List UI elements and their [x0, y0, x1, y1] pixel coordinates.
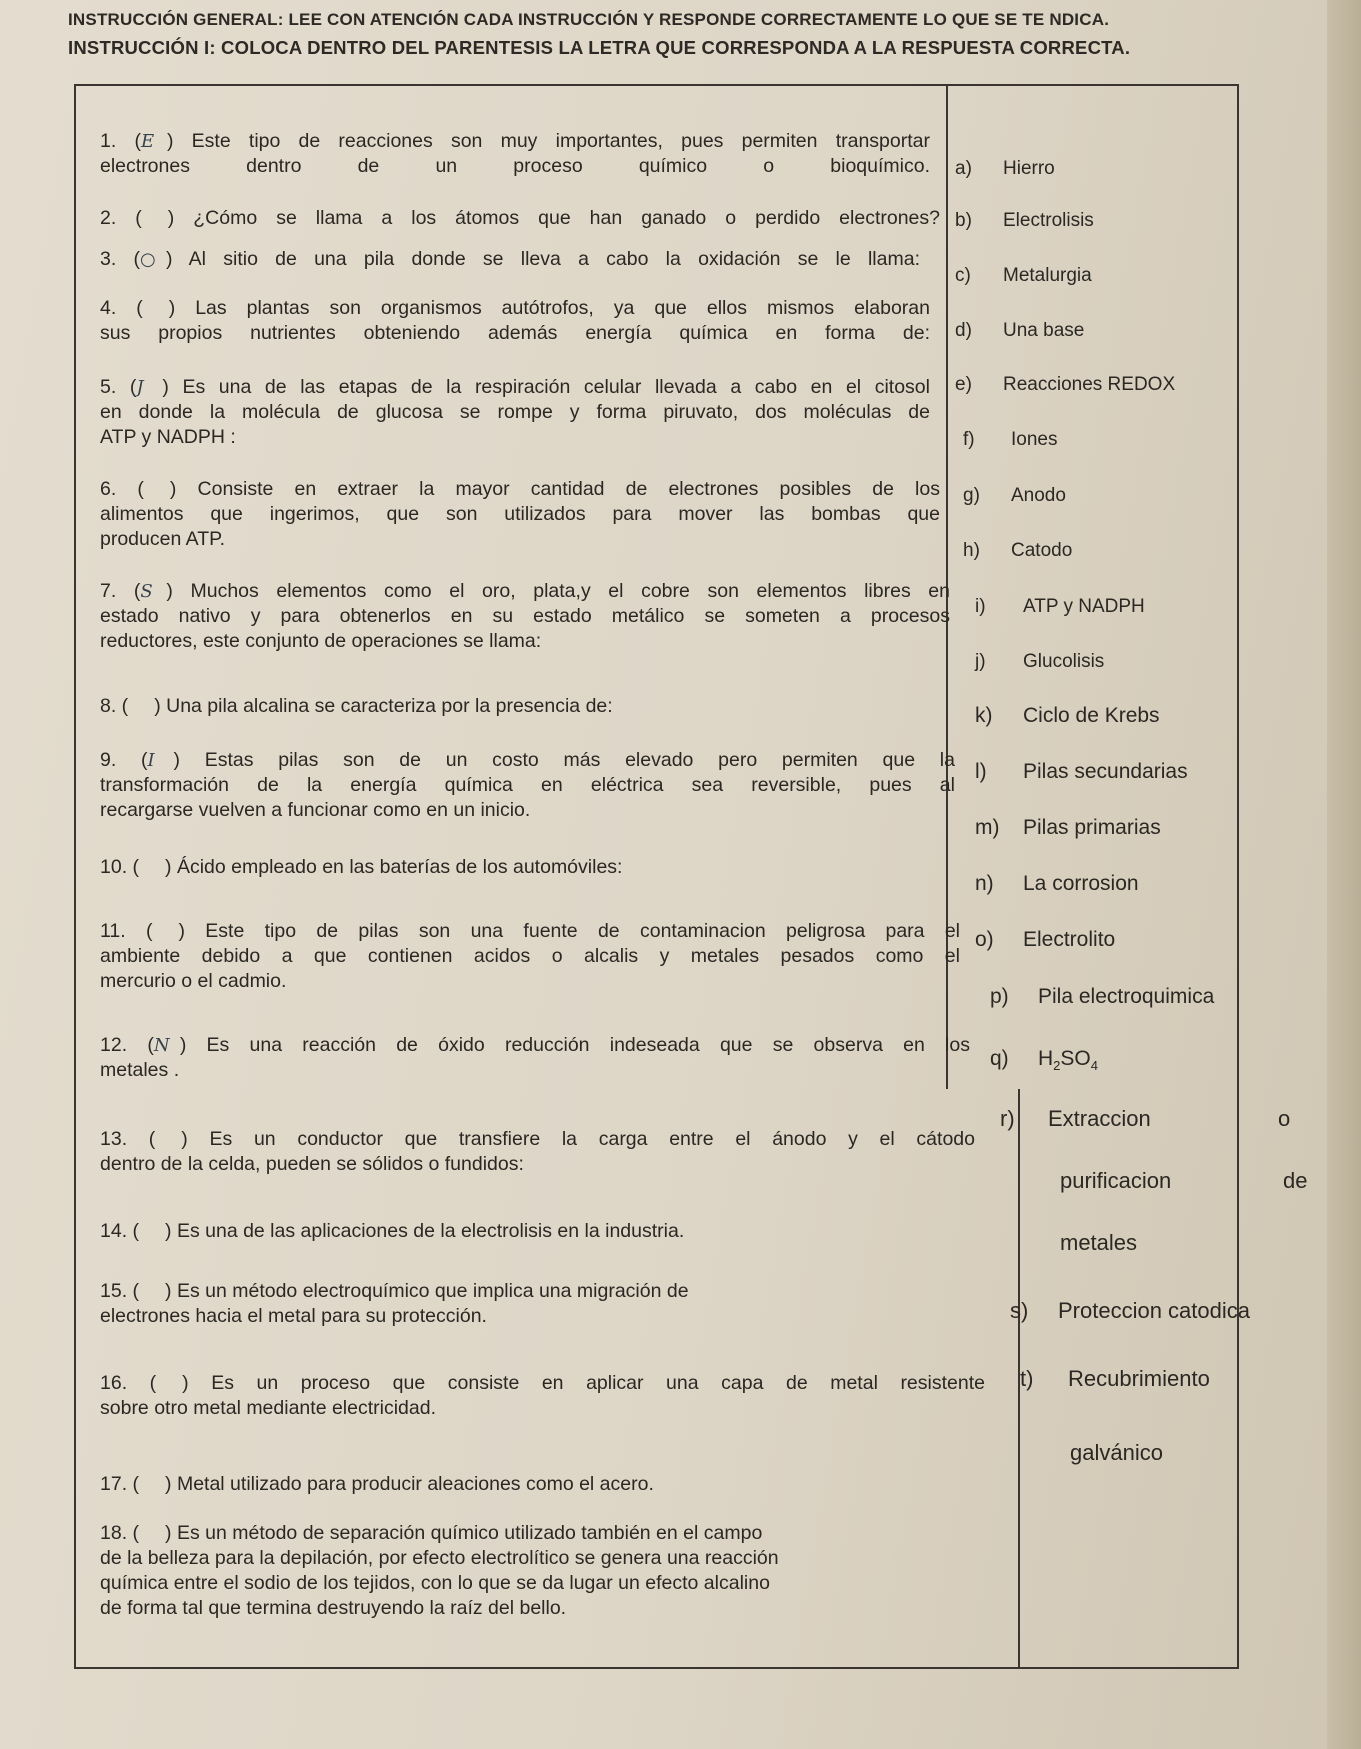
option-text: La corrosion: [1023, 872, 1139, 895]
answer-close-paren: ): [162, 376, 169, 398]
answer-blank[interactable]: J: [136, 377, 144, 398]
option-letter: l): [975, 760, 987, 783]
question-number: 5. (: [100, 376, 137, 398]
option-text: galvánico: [1070, 1440, 1163, 1465]
answer-close-paren: ): [165, 856, 172, 878]
option-letter: a): [955, 158, 972, 179]
answer-close-paren: ): [182, 1372, 189, 1394]
question-9-line-3: recargarse vuelven a funcionar como en un inicio.: [100, 799, 531, 821]
question-text: Muchos elementos como el oro, plata,y el cobre son elementos libres en: [172, 580, 950, 602]
option-text: Anodo: [1011, 485, 1066, 506]
answer-close-paren: ): [165, 1522, 172, 1544]
option-letter: f): [963, 429, 975, 450]
option-i: [975, 596, 1145, 618]
answer-close-paren: ): [181, 1128, 188, 1150]
question-text: Metal utilizado para producir aleaciones como el acero.: [171, 1473, 654, 1495]
option-s: [1010, 1300, 1250, 1322]
answer-blank[interactable]: S: [140, 581, 153, 602]
question-text: Es un método de separación químico utilizado también en el campo: [171, 1522, 763, 1544]
answer-blank[interactable]: ○: [140, 249, 156, 270]
answer-close-paren: ): [178, 920, 185, 942]
option-text: Pila electroquimica: [1038, 985, 1215, 1008]
answer-close-paren: ): [179, 1034, 187, 1056]
option-letter: i): [975, 596, 986, 617]
question-6: [100, 478, 940, 500]
answer-close-paren: ): [169, 478, 177, 500]
question-9-line-2: transformación de la energía química en eléctrica sea reversible, pues al: [100, 774, 955, 796]
option-letter: d): [955, 320, 972, 341]
answer-close-paren: ): [168, 297, 176, 319]
question-18: [100, 1522, 762, 1544]
option-text: Glucolisis: [1023, 651, 1105, 672]
table-top-border: [74, 84, 1239, 86]
option-text: H: [1038, 1047, 1054, 1070]
option-text: Proteccion catodica: [1058, 1298, 1250, 1323]
question-4: [100, 297, 930, 319]
option-letter: h): [963, 540, 980, 561]
question-18-line-4: de forma tal que termina destruyendo la raíz del bello.: [100, 1597, 567, 1619]
question-11: [100, 920, 960, 942]
question-15: [100, 1280, 689, 1302]
question-17: [100, 1473, 654, 1495]
option-letter: p): [990, 985, 1009, 1008]
question-number: 4. (: [100, 297, 143, 319]
page-edge: [1327, 0, 1361, 1749]
question-14: [100, 1220, 684, 1242]
question-16: [100, 1372, 985, 1394]
option-text: Metalurgia: [1003, 265, 1092, 286]
question-2: [100, 207, 940, 229]
table-right-border: [1237, 84, 1239, 1669]
answer-close-paren: ): [166, 580, 173, 602]
question-3: [100, 248, 920, 271]
option-b: [955, 210, 1094, 232]
answer-close-paren: ): [166, 130, 174, 152]
answer-close-paren: ): [154, 695, 161, 717]
question-number: 11. (: [100, 920, 153, 942]
option-letter: t): [1020, 1366, 1034, 1391]
option-text: purificacion: [1060, 1168, 1172, 1193]
question-5-line-3: ATP y NADPH :: [100, 426, 236, 448]
question-12-line-2: metales .: [100, 1059, 180, 1081]
question-number: 14. (: [100, 1220, 140, 1242]
option-text: Extraccion: [1048, 1106, 1151, 1131]
option-letter: e): [955, 374, 972, 395]
option-letter: o): [975, 928, 994, 951]
answer-close-paren: ): [167, 207, 175, 229]
question-13: [100, 1128, 975, 1150]
option-p: [990, 986, 1214, 1008]
option-m: [975, 817, 1161, 839]
question-number: 10. (: [100, 856, 140, 878]
question-7-line-2: estado nativo y para obtenerlos en su estado metálico se someten a procesos: [100, 605, 950, 627]
option-t: [1020, 1368, 1210, 1390]
question-11-line-3: mercurio o el cadmio.: [100, 970, 287, 992]
option-d: [955, 320, 1084, 342]
option-text: Iones: [1011, 429, 1058, 450]
option-o: [975, 929, 1115, 951]
question-11-line-2: ambiente debido a que contienen acidos o alcalis y metales pesados como el: [100, 945, 960, 967]
option-j: [975, 651, 1104, 673]
formula-part: SO: [1060, 1047, 1091, 1070]
question-text: ¿Cómo se llama a los átomos que han ganado o perdido electrones?: [174, 207, 940, 229]
question-6-line-2: alimentos que ingerimos, que son utilizados para mover las bombas que: [100, 503, 940, 525]
question-5: [100, 376, 930, 399]
option-g: [963, 485, 1066, 507]
option-text: Hierro: [1003, 158, 1055, 179]
option-text: Una base: [1003, 320, 1085, 341]
option-letter: m): [975, 816, 1000, 839]
answer-close-paren: ): [173, 749, 180, 771]
answer-blank[interactable]: E: [140, 131, 155, 152]
option-text: metales: [1060, 1230, 1138, 1255]
question-16-line-2: sobre otro metal mediante electricidad.: [100, 1397, 437, 1419]
answer-blank[interactable]: N: [153, 1035, 170, 1056]
formula-subscript: 2: [1053, 1058, 1061, 1074]
answer-close-paren: ): [165, 1220, 172, 1242]
question-1: [100, 130, 930, 153]
option-letter: q): [990, 1047, 1009, 1070]
table-bottom-border: [74, 1667, 1239, 1669]
question-number: 15. (: [100, 1280, 140, 1302]
question-5-line-2: en donde la molécula de glucosa se rompe y forma piruvato, dos moléculas de: [100, 401, 930, 423]
question-number: 17. (: [100, 1473, 140, 1495]
question-number: 2. (: [100, 207, 142, 229]
formula-subscript: 4: [1090, 1058, 1098, 1074]
option-text: Electrolisis: [1003, 210, 1094, 231]
question-15-line-2: electrones hacia el metal para su protección.: [100, 1305, 487, 1327]
question-text: Es un proceso que consiste en aplicar una capa de metal resistente: [188, 1372, 985, 1394]
option-l: [975, 761, 1188, 783]
option-letter: b): [955, 210, 972, 231]
option-cont-22: [1070, 1442, 1163, 1464]
question-text: Consiste en extraer la mayor cantidad de electrones posibles de los: [176, 478, 940, 500]
option-text: Pilas primarias: [1023, 816, 1161, 839]
question-18-line-2: de la belleza para la depilación, por efecto electrolítico se genera una reacción: [100, 1547, 779, 1569]
question-13-line-2: dentro de la celda, pueden se sólidos o fundidos:: [100, 1153, 524, 1175]
question-number: 16. (: [100, 1372, 157, 1394]
question-number: 13. (: [100, 1128, 156, 1150]
option-letter: g): [963, 485, 980, 506]
option-letter: c): [955, 265, 971, 286]
question-12: [100, 1034, 970, 1057]
question-number: 3. (: [100, 248, 140, 270]
question-1-line-2: electrones dentro de un proceso químico o bioquímico.: [100, 155, 930, 177]
question-number: 18. (: [100, 1522, 140, 1544]
option-letter: r): [1000, 1106, 1015, 1131]
option-letter: n): [975, 872, 994, 895]
question-number: 7. (: [100, 580, 141, 602]
question-text: Estas pilas son de un costo más elevado pero permiten que la: [180, 749, 955, 771]
question-text: Es un conductor que transfiere la carga entre el ánodo y el cátodo: [187, 1128, 975, 1150]
question-text: Este tipo de pilas son una fuente de contaminacion peligrosa para el: [184, 920, 960, 942]
answer-close-paren: ): [165, 1473, 172, 1495]
question-6-line-3: producen ATP.: [100, 528, 226, 550]
option-text: Electrolito: [1023, 928, 1116, 951]
question-text: Una pila alcalina se caracteriza por la presencia de:: [160, 695, 613, 717]
option-cont-18: [1060, 1170, 1171, 1192]
option-h: [963, 540, 1072, 562]
question-7: [100, 580, 950, 603]
question-9: [100, 749, 955, 772]
option-text: Recubrimiento: [1068, 1366, 1210, 1391]
option-letter: j): [975, 651, 986, 672]
question-text: Es una de las etapas de la respiración celular llevada a cabo en el citosol: [168, 376, 930, 398]
option-n: [975, 873, 1139, 895]
option-q: [990, 1048, 1098, 1077]
option-r: [1000, 1108, 1151, 1130]
answer-blank[interactable]: I: [147, 750, 155, 771]
option-a: [955, 158, 1055, 180]
general-instruction: INSTRUCCIÓN GENERAL: LEE CON ATENCIÓN CADA INSTRUCCIÓN Y RESPONDE CORRECTAMENTE LO QUE SE TE NDICA.: [68, 10, 1110, 29]
question-number: 12. (: [100, 1034, 154, 1056]
answer-close-paren: ): [166, 248, 173, 270]
question-18-line-3: química entre el sodio de los tejidos, con lo que se da lugar un efecto alcalino: [100, 1572, 770, 1594]
question-text: Las plantas son organismos autótrofos, ya que ellos mismos elaboran: [175, 297, 930, 319]
option-k: [975, 705, 1160, 727]
question-4-line-2: sus propios nutrientes obteniendo además energía química en forma de:: [100, 322, 930, 344]
question-number: 1. (: [100, 130, 141, 152]
option-continuation-word: de: [1283, 1168, 1308, 1193]
question-text: Ácido empleado en las baterías de los automóviles:: [171, 856, 623, 878]
option-text: Ciclo de Krebs: [1023, 704, 1160, 727]
option-text: Reacciones REDOX: [1003, 374, 1176, 395]
option-e: [955, 374, 1175, 396]
option-text: ATP y NADPH: [1023, 596, 1145, 617]
option-continuation-word: o: [1278, 1106, 1291, 1131]
question-7-line-3: reductores, este conjunto de operaciones se llama:: [100, 630, 542, 652]
option-letter: s): [1010, 1298, 1029, 1323]
option-text: Catodo: [1011, 540, 1073, 561]
answer-close-paren: ): [165, 1280, 172, 1302]
option-c: [955, 265, 1092, 287]
option-letter: k): [975, 704, 993, 727]
question-number: 9. (: [100, 749, 148, 771]
question-text: Este tipo de reacciones son muy importantes, pues permiten transportar: [173, 130, 930, 152]
instruction-one: INSTRUCCIÓN I: COLOCA DENTRO DEL PARENTESIS LA LETRA QUE CORRESPONDA A LA RESPUESTA CORRECTA.: [68, 37, 1131, 58]
question-text: Al sitio de una pila donde se lleva a cabo la oxidación se le llama:: [172, 248, 920, 270]
question-text: Es una de las aplicaciones de la electrolisis en la industria.: [171, 1220, 685, 1242]
question-text: Es una reacción de óxido reducción indeseada que se observa en los: [186, 1034, 970, 1056]
question-number: 8. (: [100, 695, 129, 717]
question-number: 6. (: [100, 478, 144, 500]
question-text: Es un método electroquímico que implica una migración de: [171, 1280, 689, 1302]
question-8: [100, 695, 613, 717]
option-f: [963, 429, 1057, 451]
question-10: [100, 856, 622, 878]
option-text: Pilas secundarias: [1023, 760, 1188, 783]
table-left-border: [74, 84, 76, 1669]
option-cont-19: [1060, 1232, 1137, 1254]
